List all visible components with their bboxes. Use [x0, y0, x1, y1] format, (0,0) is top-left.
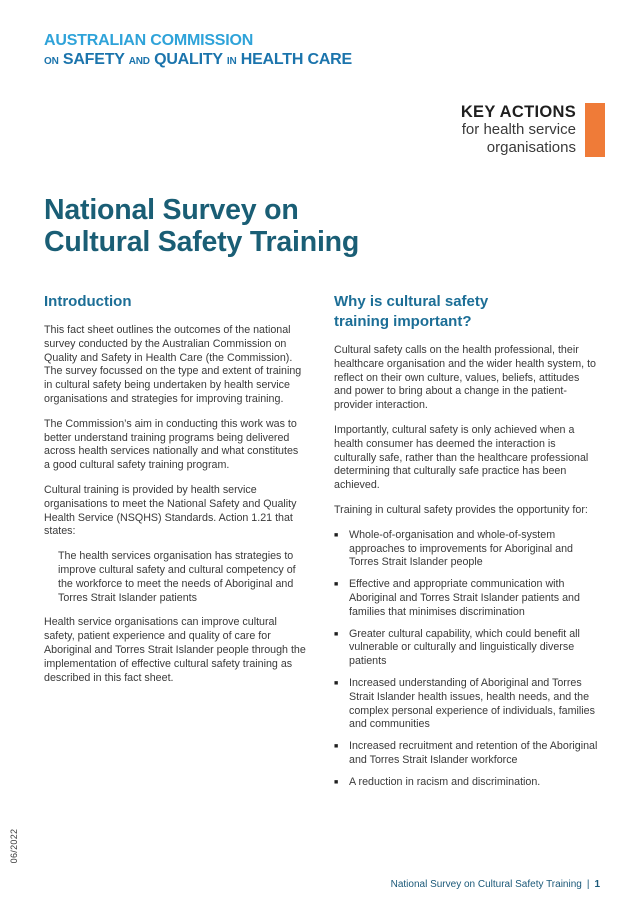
why-heading-line1: Why is cultural safety	[334, 293, 489, 310]
key-actions-subtitle-line2: organisations	[486, 139, 576, 156]
logo-word-in: IN	[226, 56, 237, 68]
bullet-square-icon: ■	[334, 778, 339, 786]
why-paragraph-1: Cultural safety calls on the health professional, their healthcare organisation and the wider health system, to reflect on their own culture, values, beliefs, attitudes and power to bring about a change in the patient-provider interaction.	[334, 344, 597, 412]
logo-word-quality: QUALITY	[154, 51, 223, 69]
logo-word-safety: SAFETY	[62, 51, 125, 69]
list-item-text: Increased understanding of Aboriginal and Torres Strait Islander health issues, health needs, and the complex personal experience of individuals, families and communities	[349, 676, 595, 731]
page-title-line2: Cultural Safety Training	[44, 226, 360, 258]
footer-page-info	[391, 879, 600, 890]
bullet-square-icon: ■	[334, 679, 339, 687]
list-item-text: Whole-of-organisation and whole-of-system approaches to improvements for Aboriginal and Torres Strait Islander people	[349, 528, 573, 569]
list-item	[334, 628, 600, 669]
list-item	[334, 677, 600, 732]
introduction-section	[44, 292, 307, 798]
footer-doc-label: National Survey on Cultural Safety Training	[390, 879, 582, 890]
logo-line2	[44, 51, 352, 69]
page-number: 1	[594, 879, 600, 890]
key-actions-title: KEY ACTIONS	[460, 103, 576, 121]
list-item-text: A reduction in racism and discrimination.	[349, 775, 541, 788]
list-item	[334, 529, 600, 570]
intro-closing-paragraph: Health service organisations can improve cultural safety, patient experience and quality of care for Aboriginal and Torres Strait Islander people through the implementation of effective cultural safety training as described in this fact sheet.	[44, 616, 306, 684]
commission-logo	[44, 32, 352, 70]
bullet-square-icon: ■	[334, 581, 339, 589]
why-important-heading	[334, 292, 600, 332]
key-actions-text	[461, 103, 576, 157]
page-title	[44, 194, 359, 258]
footer-separator: |	[586, 879, 590, 890]
why-important-section	[334, 292, 600, 798]
nsqhs-action-quote: The health services organisation has strategies to improve cultural safety and cultural competency of the workforce to meet the needs of Aboriginal and Torres Strait Islander patients	[58, 550, 296, 604]
intro-paragraph-1: This fact sheet outlines the outcomes of the national survey conducted by the Australian Commission on Quality and Safety in Health Care (the Commission). The survey focussed on the type and extent of training in cultural safety being undertaken by health service organisations and strategies for improving training.	[44, 324, 302, 405]
intro-paragraph-2: The Commission’s aim in conducting this work was to better understand training programs being delivered across health services nationally and what constitutes a good cultural safety training program.	[44, 417, 299, 472]
list-item	[334, 578, 600, 619]
logo-word-health-care: HEALTH CARE	[240, 51, 352, 69]
orange-accent-bar	[585, 103, 605, 157]
introduction-heading: Introduction	[44, 293, 132, 310]
list-item	[334, 776, 600, 790]
logo-word-on: ON	[44, 56, 59, 68]
bullet-square-icon: ■	[334, 531, 339, 539]
logo-word-and: AND	[128, 56, 150, 68]
publication-date: 06/2022	[9, 828, 19, 864]
opportunity-list	[334, 529, 600, 790]
logo-line1: AUSTRALIAN COMMISSION	[44, 32, 254, 49]
intro-paragraph-3: Cultural training is provided by health service organisations to meet the National Safety and Quality Health Service (NSQHS) Standards. Action 1.21 that states:	[44, 483, 297, 538]
list-item-text: Greater cultural capability, which could benefit all vulnerable or culturally and linguistically diverse patients	[349, 627, 580, 668]
content-columns	[44, 292, 600, 798]
bullet-square-icon: ■	[334, 630, 339, 638]
why-heading-line2: training important?	[334, 313, 472, 330]
page-title-line1: National Survey on	[44, 194, 299, 226]
why-paragraph-2: Importantly, cultural safety is only achieved when a health consumer has deemed the interaction is culturally safe, rather than the healthcare professional determining that culturally safe practice has been achieved.	[334, 423, 589, 492]
list-item-text: Increased recruitment and retention of the Aboriginal and Torres Strait Islander workforce	[349, 740, 598, 766]
key-actions-banner	[461, 103, 605, 157]
bullet-square-icon: ■	[334, 743, 339, 751]
opportunity-list-intro: Training in cultural safety provides the opportunity for:	[334, 503, 588, 516]
list-item	[334, 740, 600, 768]
list-item-text: Effective and appropriate communication with Aboriginal and Torres Strait Islander patients and families that minimises discrimination	[349, 578, 580, 618]
key-actions-subtitle-line1: for health service	[461, 121, 576, 138]
